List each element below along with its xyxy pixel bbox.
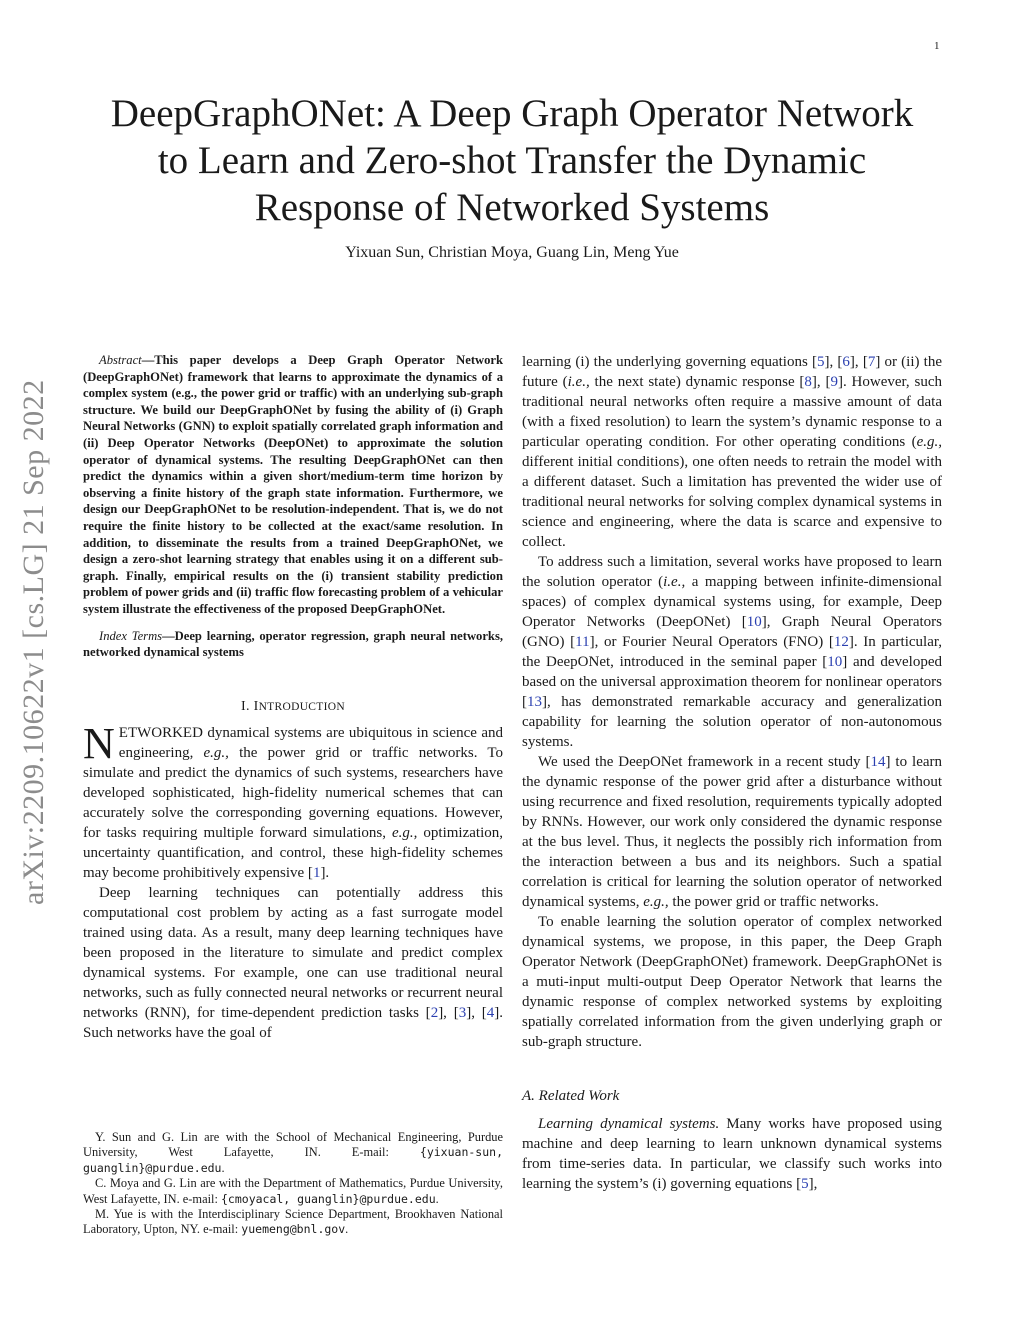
footnote-1: Y. Sun and G. Lin are with the School of Mechanical Engineering, Purdue University, West Lafayette, IN. E-mail: {yixuan-sun, guanglin}@purdue.edu. <box>83 1130 503 1175</box>
footnotes <box>83 1130 503 1238</box>
title-line-2: to Learn and Zero-shot Transfer the Dynamic <box>157 139 867 182</box>
title-line-3: Response of Networked Systems <box>254 186 770 229</box>
title-line-1: DeepGraphONet: A Deep Graph Operator Network <box>110 92 914 135</box>
right-paragraph-4: To enable learning the solution operator of complex networked dynamical systems, we propose, in this paper, the Deep Graph Operator Network (DeepGraphONet) framework. DeepGraphONet is a muti-input multi-output Deep Operator Network that learns the dynamic response of complex networked systems by exploiting spatially correlated information from the given underlying graph or sub-graph structure. <box>522 914 942 1050</box>
index-terms <box>83 628 503 661</box>
citation-link[interactable]: 6 <box>842 354 850 370</box>
index-terms-text: —Deep learning, operator regression, graph neural networks, networked dynamical systems <box>83 628 503 660</box>
citation-link[interactable]: 7 <box>867 354 876 370</box>
right-column <box>522 352 942 1194</box>
email-text: yuemeng@bnl.gov <box>241 1222 346 1237</box>
citation-link[interactable]: 8 <box>804 374 812 390</box>
citation-link[interactable]: 13 <box>527 694 542 710</box>
abstract-lead: Abstract <box>99 353 142 367</box>
email-text: {cmoyacal, guanglin}@purdue.edu <box>221 1191 436 1206</box>
citation-link[interactable]: 12 <box>833 634 849 650</box>
left-column <box>83 352 503 1043</box>
paper-title <box>70 90 954 231</box>
right-paragraph-2: To address such a limitation, several works have proposed to learn the solution operator (i.e., a mapping between infinite-dimensional spaces) of complex dynamical systems using, for example, Deep Operator Networks (DeepONet) [10], Graph Neural Operators (GNO) [11], or Fourier Neural Operators (FNO) [12]. In particular, the DeepONet, introduced in the seminal paper [10] and developed based on the universal approximation theorem for nonlinear operators [13], has demonstrated remarkable accuracy and generalization capability for learning the solution operator of non-autonomous systems. <box>522 554 943 750</box>
subsection-heading-related-work: A. Related Work <box>522 1088 620 1104</box>
abstract <box>83 352 503 618</box>
citation-link[interactable]: 5 <box>816 354 825 370</box>
citation-link[interactable]: 11 <box>575 634 590 650</box>
citation-link[interactable]: 14 <box>870 754 886 770</box>
drop-cap: N <box>83 718 115 768</box>
email-text: {yixuan-sun, guanglin}@purdue.edu <box>83 1145 503 1175</box>
right-paragraph-5: Learning dynamical systems. Many works have proposed using machine and deep learning to learn unknown dynamical systems from time-series data. In particular, we classify such works into learning the system’s (i) governing equations [5], <box>522 1116 942 1192</box>
right-paragraph-1: learning (i) the underlying governing equations [5], [6], [7] or (ii) the future (i.e., the next state) dynamic response [8], [9]. However, such traditional neural networks often require a massive amount of data (with a fixed resolution) to learn the system’s dynamic response to a particular operating condition. For other operating conditions (e.g., different initial conditions), one often needs to retrain the model with a different dataset. Such a limitation has prevented the wider use of traditional neural networks for solving complex dynamical systems in science and engineering, where the data is scarce and expensive to collect. <box>522 354 942 550</box>
citation-link[interactable]: 2 <box>430 1004 439 1021</box>
abstract-text: —This paper develops a Deep Graph Operator Network (DeepGraphONet) framework that learns to approximate the dynamics of a complex system (e.g., the power grid or traffic) with an underlying sub-graph structure. We build our DeepGraphONet by fusing the ability of (i) Graph Neural Networks (GNN) to exploit spatially correlated graph information and (ii) Deep Operator Networks (DeepONet) to approximate the solution operator of dynamical systems. The resulting DeepGraphONet can then predict the dynamics within a given short/medium-term time horizon by observing a finite history of the graph state information. Furthermore, we design our DeepGraphONet to be resolution-independent. That is, we do not require the finite history to be collected at the exact/same resolution. In addition, to disseminate the results from a trained DeepGraphONet, we design a zero-shot learning strategy that enables using it on a different sub-graph. Finally, empirical results on the (i) transient stability prediction problem of power grids and (ii) traffic flow forecasting problem of a vehicular system illustrate the effectiveness of the proposed DeepGraphONet. <box>83 353 503 616</box>
intro-paragraph-2: Deep learning techniques can potentially address this computational cost problem by acting as a fast surrogate model trained using data. As a result, many deep learning techniques have been proposed in the literature to simulate and predict complex dynamical systems. For example, one can use traditional neural networks, such as fully connected neural networks or recurrent neural networks (RNN), for time-dependent prediction tasks [2], [3], [4]. Such networks have the goal of <box>83 884 503 1041</box>
footnote-3: M. Yue is with the Interdisciplinary Science Department, Brookhaven National Laboratory, Upton, NY. e-mail: yuemeng@bnl.gov. <box>83 1207 503 1237</box>
citation-link[interactable]: 9 <box>830 374 838 390</box>
citation-link[interactable]: 10 <box>827 654 843 670</box>
citation-link[interactable]: 4 <box>486 1004 495 1021</box>
citation-link[interactable]: 5 <box>801 1176 809 1192</box>
author-list: Yixuan Sun, Christian Moya, Guang Lin, Meng Yue <box>345 244 679 261</box>
page-number: 1 <box>934 40 940 52</box>
section-heading-introduction: I. INTRODUCTION <box>241 698 345 714</box>
citation-link[interactable]: 1 <box>312 864 321 881</box>
index-terms-lead: Index Terms <box>99 628 163 643</box>
citation-link[interactable]: 3 <box>458 1004 467 1021</box>
intro-paragraph-1: NETWORKED dynamical systems are ubiquitous in science and engineering, e.g., the power grid or traffic networks. To simulate and predict the dynamics of such systems, researchers have developed sophisticated, high-fidelity numerical schemes that can accurately solve the corresponding governing equations. However, for tasks requiring multiple forward simulations, e.g., optimization, uncertainty quantification, and control, these high-fidelity schemes may become prohibitively expensive [1]. <box>83 718 503 881</box>
footnote-2: C. Moya and G. Lin are with the Department of Mathematics, Purdue University, West Lafayette, IN. e-mail: {cmoyacal, guanglin}@purdue.edu. <box>83 1176 503 1206</box>
right-paragraph-3: We used the DeepONet framework in a recent study [14] to learn the dynamic response of the power grid after a disturbance without using recurrence and fixed resolution, requirements typically adopted by RNNs. However, our work only considered the dynamic response at the bus level. Thus, it neglects the possibly rich information from the interaction between a bus and its neighbors. Such a spatial correlation is critical for learning the solution operator of networked dynamical systems, e.g., the power grid or traffic networks. <box>522 754 943 910</box>
arxiv-stamp: arXiv:2209.10622v1 [cs.LG] 21 Sep 2022 <box>17 379 50 905</box>
citation-link[interactable]: 10 <box>746 614 762 630</box>
